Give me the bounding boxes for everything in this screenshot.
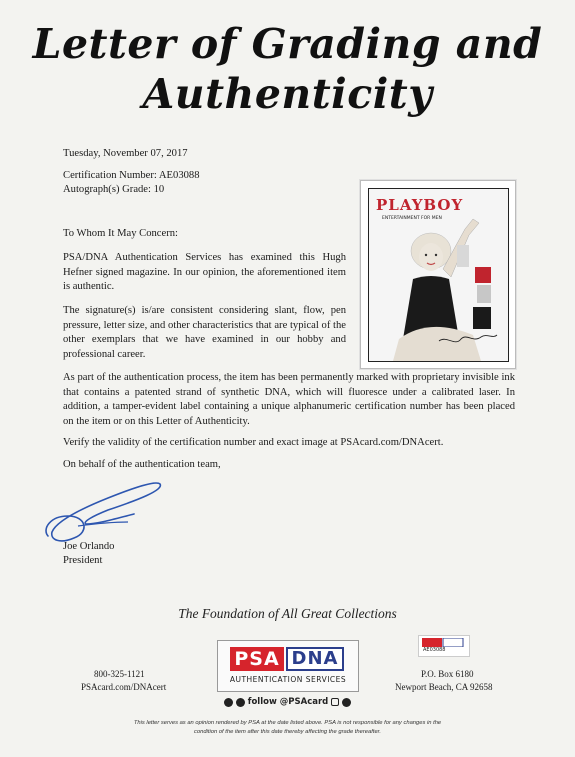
instagram-icon: [331, 698, 339, 706]
dna-logo-text: DNA: [286, 647, 344, 671]
disclaimer-line2: condition of the item after this date thereby affecting the grade thereafter.: [193, 729, 381, 735]
cert-sticker: [418, 635, 470, 657]
authentication-services-text: AUTHENTICATION SERVICES: [229, 675, 347, 684]
letter-title-line1: Letter of Grading and: [32, 20, 543, 68]
disclaimer-line1: This letter serves as an opinion rendered by PSA at the date listed above. PSA is not responsible for any changes in the: [133, 720, 442, 726]
facebook-icon: [224, 698, 233, 707]
item-photo: [360, 180, 516, 369]
signatory-title: President: [63, 555, 103, 566]
signatory-name: Joe Orlando: [63, 541, 115, 552]
psa-dna-logo: [217, 640, 359, 692]
salutation: To Whom It May Concern:: [63, 228, 178, 239]
twitter-icon: [236, 698, 245, 707]
footer-city: Newport Beach, CA 92658: [395, 682, 493, 692]
paragraph-verify: Verify the validity of the certification number and exact image at PSAcard.com/DNAcert.: [63, 437, 444, 448]
paragraph-process: As part of the authentication process, the item has been permanently marked with proprietary invisible ink that contains a patented strand of synthetic DNA, which will fluoresce under a calibrated laser. In addition, a tamper-evident label containing a unique alphanumeric certification number has been placed on the item or on this Letter of Authenticity.: [63, 372, 515, 427]
magazine-subtitle: ENTERTAINMENT FOR MEN: [382, 216, 442, 221]
magazine-cover-art: [369, 189, 508, 361]
magazine-title: PLAYBOY: [376, 196, 464, 214]
letter-date: Tuesday, November 07, 2017: [63, 148, 188, 159]
footer-slogan: The Foundation of All Great Collections: [178, 606, 397, 621]
magazine-cover: [368, 188, 509, 362]
paragraph-opinion: PSA/DNA Authentication Services has examined this Hugh Hefner signed magazine. In our opinion, the aforementioned item is authentic.: [63, 252, 346, 292]
social-follow: [0, 697, 575, 708]
follow-handle: follow @PSAcard: [247, 697, 329, 707]
paragraph-signature: The signature(s) is/are consistent considering slant, flow, pen pressure, letter size, and other characteristics that are typical of the other exemplars that we have examined in our hobby and professional career.: [63, 305, 346, 360]
sticker-cert-number: AE03088: [423, 647, 446, 653]
letter-title-line2: Authenticity: [142, 70, 433, 118]
footer-phone: 800-325-1121: [94, 669, 145, 679]
youtube-icon: [342, 698, 351, 707]
footer-po-box: P.O. Box 6180: [421, 669, 474, 679]
certification-number: Certification Number: AE03088: [63, 170, 200, 181]
closing-line: On behalf of the authentication team,: [63, 459, 221, 470]
psa-logo-text: PSA: [230, 647, 284, 671]
autograph-grade: Autograph(s) Grade: 10: [63, 184, 165, 195]
sticker-psa-dna-logo: [422, 638, 464, 647]
footer-website: PSAcard.com/DNAcert: [81, 682, 167, 692]
